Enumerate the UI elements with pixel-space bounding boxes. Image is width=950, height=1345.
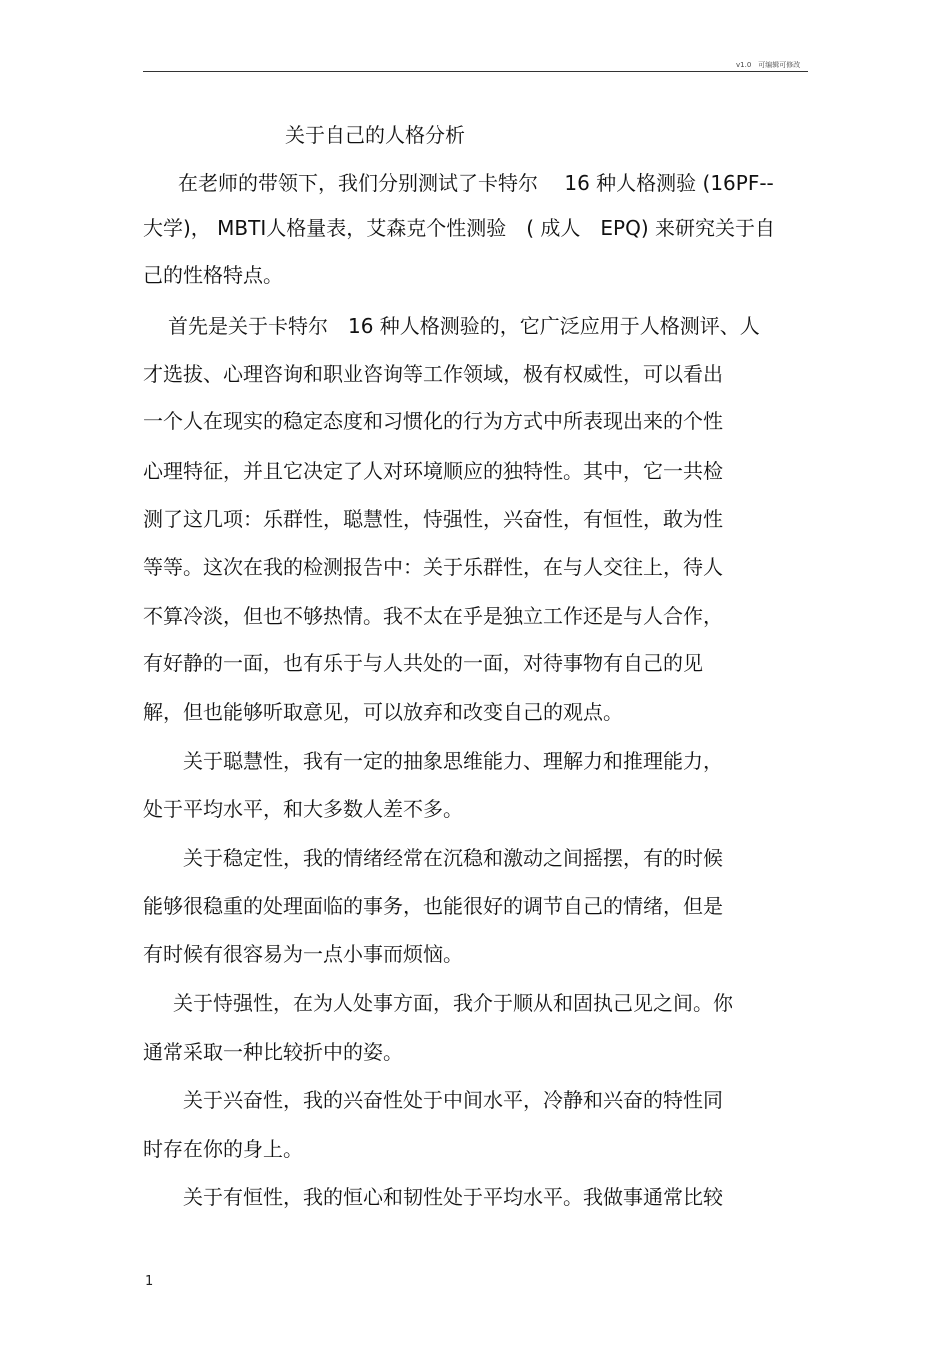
body-line: 才选拔、心理咨询和职业咨询等工作领域，极有权威性，可以看出 bbox=[143, 362, 723, 386]
body-line: 解，但也能够听取意见，可以放弃和改变自己的观点。 bbox=[143, 700, 623, 724]
body-line: 处于平均水平，和大多数人差不多。 bbox=[143, 797, 463, 821]
document-title: 关于自己的人格分析 bbox=[285, 123, 465, 147]
body-line: 大学)， MBTI人格量表，艾森克个性测验 ( 成人 EPQ) 来研究关于自 bbox=[143, 216, 776, 240]
header-version-note: v1.0 可编辑可修改 bbox=[736, 61, 801, 69]
body-line: 测了这几项：乐群性，聪慧性，恃强性，兴奋性，有恒性，敢为性 bbox=[143, 507, 723, 531]
body-line: 在老师的带领下，我们分别测试了卡特尔 16 种人格测验 (16PF-- bbox=[178, 171, 774, 195]
body-line: 关于聪慧性，我有一定的抽象思维能力、理解力和推理能力， bbox=[183, 749, 723, 773]
body-line: 关于稳定性，我的情绪经常在沉稳和激动之间摇摆，有的时候 bbox=[183, 846, 723, 870]
header-divider bbox=[143, 71, 808, 72]
body-line: 关于恃强性，在为人处事方面，我介于顺从和固执己见之间。你 bbox=[173, 991, 733, 1015]
body-line: 不算冷淡，但也不够热情。我不太在乎是独立工作还是与人合作， bbox=[143, 604, 723, 628]
body-line: 一个人在现实的稳定态度和习惯化的行为方式中所表现出来的个性 bbox=[143, 409, 723, 433]
body-line: 能够很稳重的处理面临的事务，也能很好的调节自己的情绪，但是 bbox=[143, 894, 723, 918]
body-line: 关于有恒性，我的恒心和韧性处于平均水平。我做事通常比较 bbox=[183, 1185, 723, 1209]
body-line: 心理特征，并且它决定了人对环境顺应的独特性。其中，它一共检 bbox=[143, 459, 723, 483]
body-line: 有时候有很容易为一点小事而烦恼。 bbox=[143, 942, 463, 966]
body-line: 等等。这次在我的检测报告中：关于乐群性，在与人交往上，待人 bbox=[143, 555, 723, 579]
page-number: 1 bbox=[145, 1274, 154, 1289]
body-line: 首先是关于卡特尔 16 种人格测验的，它广泛应用于人格测评、人 bbox=[168, 314, 760, 338]
body-line: 通常采取一种比较折中的姿。 bbox=[143, 1040, 403, 1064]
body-line: 关于兴奋性，我的兴奋性处于中间水平，冷静和兴奋的特性同 bbox=[183, 1088, 723, 1112]
body-line: 有好静的一面，也有乐于与人共处的一面，对待事物有自己的见 bbox=[143, 651, 703, 675]
body-line: 己的性格特点。 bbox=[143, 263, 283, 287]
body-line: 时存在你的身上。 bbox=[143, 1137, 303, 1161]
